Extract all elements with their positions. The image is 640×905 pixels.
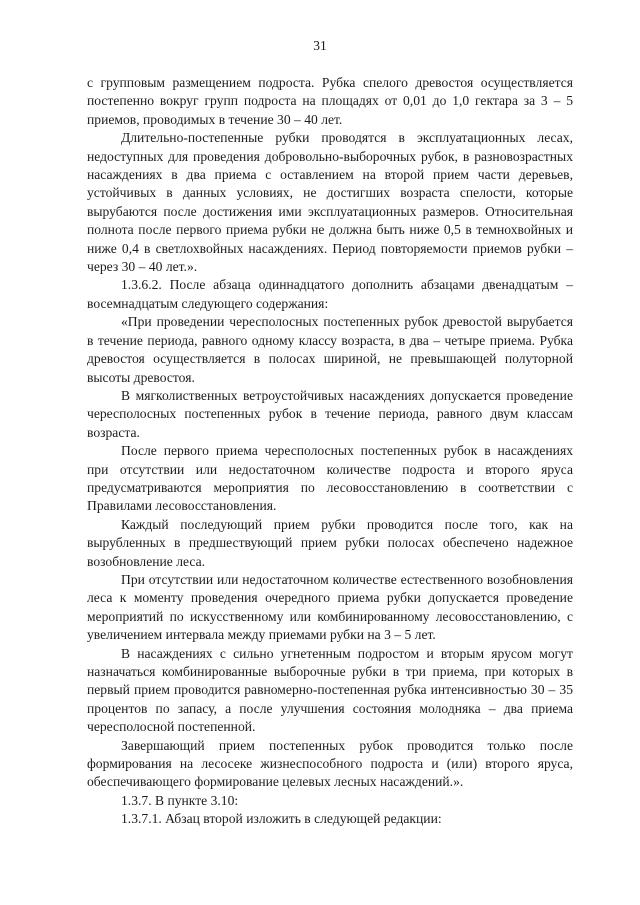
paragraph: Завершающий прием постепенных рубок проводится только после формирования на лесосеке жизнеспособного подроста и (или) второго яруса, обеспечивающего формирование целевых лесных насаждений.».	[87, 737, 573, 790]
paragraph: Каждый последующий прием рубки проводится после того, как на вырубленных в предшествующий прием рубки полосах обеспечено надежное возобновление леса.	[87, 516, 573, 569]
page-number: 31	[313, 38, 327, 53]
paragraph: 1.3.7.1. Абзац второй изложить в следующей редакции:	[121, 811, 442, 827]
paragraph: В мягколиственных ветроустойчивых насаждениях допускается проведение чересполосных постепенных рубок в течение периода, равного двум классам возраста.	[87, 387, 573, 440]
paragraph: В насаждениях с сильно угнетенным подростом и вторым ярусом могут назначаться комбинированные выборочные рубки в три приема, при которых в первый прием проводится равномерно-постепенная рубка интенсивностью 30 – 35 процентов по запасу, а после улучшения состояния молодняка – два приема чересполосной постепенной.	[87, 645, 573, 735]
paragraph: После первого приема чересполосных постепенных рубок в насаждениях при отсутствии или недостаточном количестве подроста и второго яруса предусматриваются мероприятия по лесовосстановлению в соответствии с Правилами лесовосстановления.	[87, 443, 573, 514]
paragraph: 1.3.6.2. После абзаца одиннадцатого дополнить абзацами двенадцатым – восемнадцатым следующего содержания:	[87, 277, 573, 311]
paragraph: Длительно-постепенные рубки проводятся в эксплуатационных лесах, недоступных для проведения добровольно-выборочных рубок, в разновозрастных насаждениях в два приема с оставлением на второй прием части деревьев, устойчивых в данных условиях, не достигших возраста спелости, которые вырубаются после достижения ими эксплуатационных размеров. Относительная полнота после первого приема рубки не должна быть ниже 0,5 в темнохвойных и ниже 0,4 в светлохвойных насаждениях. Период повторяемости приемов рубки – через 30 – 40 лет.».	[87, 130, 573, 275]
paragraph: 1.3.7. В пункте 3.10:	[121, 792, 239, 808]
paragraph: «При проведении чересполосных постепенных рубок древостой вырубается в течение периода, равного одному классу возраста, в два – четыре приема. Рубка древостоя осуществляется в полосах шириной, не превышающей полуторной высоты древостоя.	[87, 314, 573, 385]
paragraph: с групповым размещением подроста. Рубка спелого древостоя осуществляется постепенно вокруг групп подроста на площадях от 0,01 до 1,0 гектара за 3 – 5 приемов, проводимых в течение 30 – 40 лет.	[87, 75, 573, 127]
document-body	[87, 74, 573, 829]
paragraph: При отсутствии или недостаточном количестве естественного возобновления леса к моменту проведения очередного приема рубки допускается проведение мероприятий по искусственному или комбинированному лесовосстановлению, с увеличением интервала между приемами рубки на 3 – 5 лет.	[87, 571, 573, 643]
